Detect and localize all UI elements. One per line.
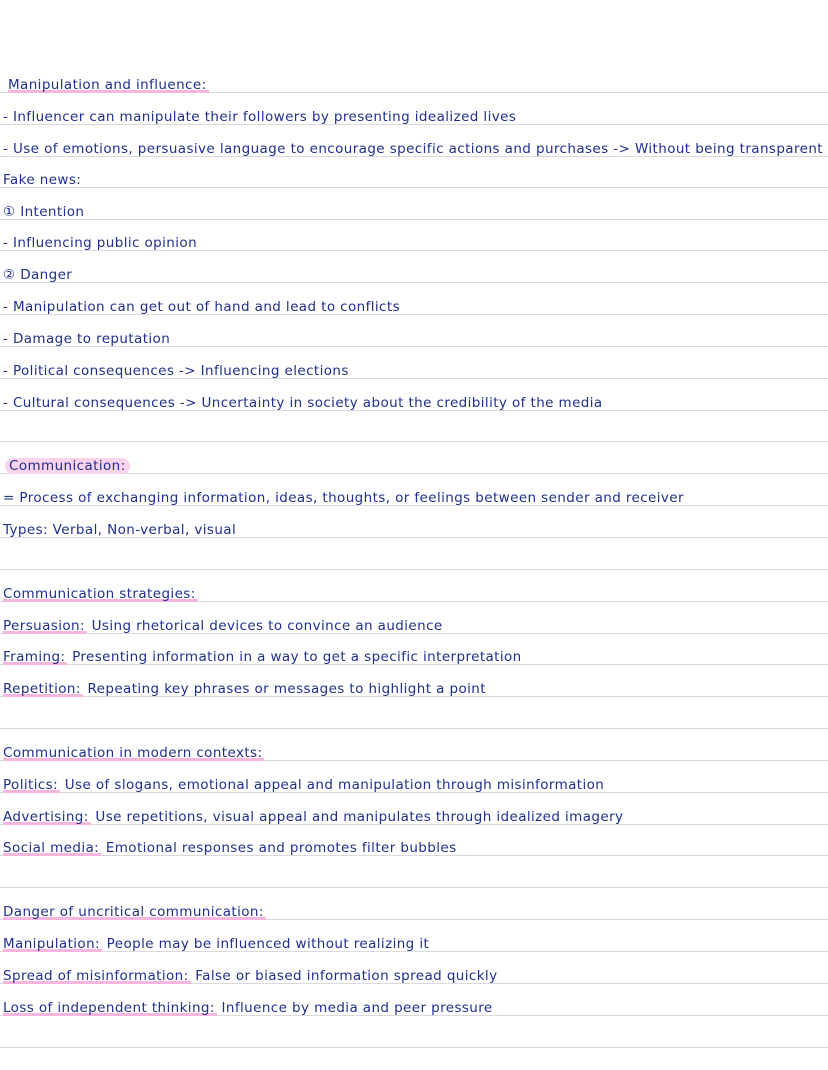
term-line-advertising: Advertising: Use repetitions, visual appeal and manipulates through idealized imagery — [3, 809, 624, 825]
term-line-independent-thinking: Loss of independent thinking: Influence by media and peer pressure — [3, 1000, 493, 1016]
ruled-line — [0, 1047, 828, 1048]
section-heading-manipulation: Manipulation and influence: — [8, 77, 207, 93]
section-heading-danger: Danger of uncritical communication: — [3, 904, 264, 920]
term-line-politics: Politics: Use of slogans, emotional appeal and manipulation through misinformation — [3, 777, 605, 793]
section-heading-strategies: Communication strategies: — [3, 586, 196, 602]
subheading-intention: ① Intention — [3, 204, 85, 220]
subheading-danger: ② Danger — [3, 267, 73, 283]
subheading-fake-news: Fake news: — [3, 172, 82, 188]
ruled-line — [0, 569, 828, 570]
section-heading-modern: Communication in modern contexts: — [3, 745, 263, 761]
note-line: - Manipulation can get out of hand and lead to conflicts — [3, 299, 401, 315]
note-line: - Use of emotions, persuasive language to encourage specific actions and purchases -> Without being transparent — [3, 141, 823, 157]
term-line-repetition: Repetition: Repeating key phrases or messages to highlight a point — [3, 681, 486, 697]
term-line-social-media: Social media: Emotional responses and promotes filter bubbles — [3, 840, 457, 856]
term-line-manipulation: Manipulation: People may be influenced without realizing it — [3, 936, 430, 952]
ruled-line — [0, 441, 828, 442]
note-line: - Influencing public opinion — [3, 235, 198, 251]
note-line: - Cultural consequences -> Uncertainty in society about the credibility of the media — [3, 395, 603, 411]
section-heading-communication: Communication: — [5, 457, 827, 475]
note-line: - Damage to reputation — [3, 331, 171, 347]
term-line-framing: Framing: Presenting information in a way to get a specific interpretation — [3, 649, 522, 665]
note-line: - Influencer can manipulate their followers by presenting idealized lives — [3, 109, 517, 125]
ruled-line — [0, 728, 828, 729]
term-line-misinformation: Spread of misinformation: False or biased information spread quickly — [3, 968, 498, 984]
note-line: = Process of exchanging information, ideas, thoughts, or feelings between sender and receiver — [3, 490, 684, 506]
ruled-line — [0, 887, 828, 888]
note-line: Types: Verbal, Non-verbal, visual — [3, 522, 237, 538]
note-line: - Political consequences -> Influencing elections — [3, 363, 349, 379]
term-line-persuasion: Persuasion: Using rhetorical devices to convince an audience — [3, 618, 443, 634]
